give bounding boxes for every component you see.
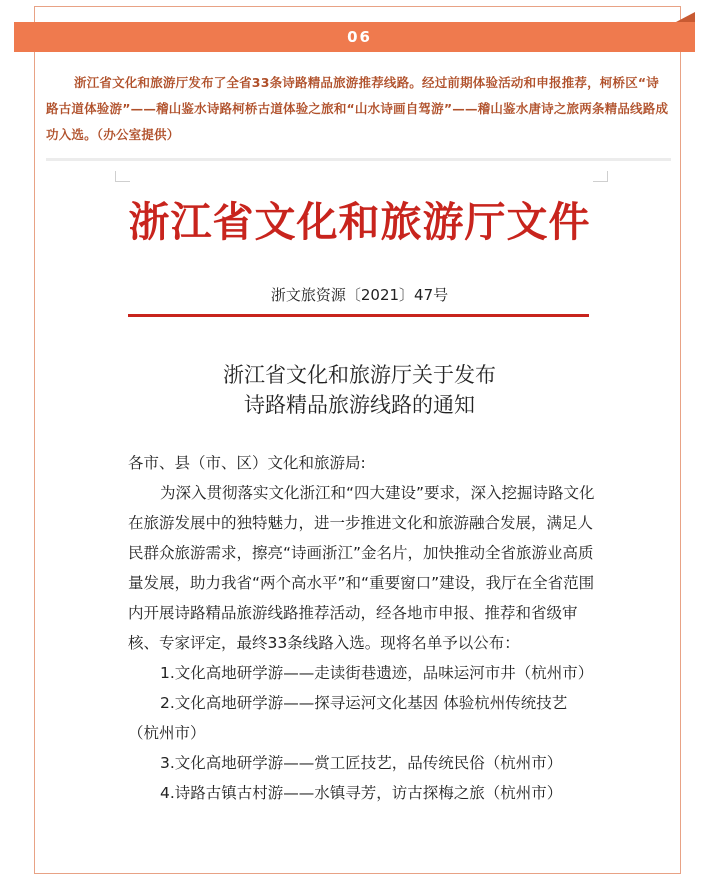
divider [46, 158, 671, 161]
crop-mark-left [115, 171, 130, 182]
title-line-2: 诗路精品旅游线路的通知 [244, 393, 475, 417]
salutation: 各市、县（市、区）文化和旅游局: [128, 454, 366, 472]
body-paragraph: 为深入贯彻落实文化浙江和“四大建设”要求，深入挖掘诗路文化在旅游发展中的独特魅力，进一步推进文化和旅游融合发展，满足人民群众旅游需求，擦亮“诗画浙江”金名片，加快推动全省旅游业高质量发展，助力我省“两个高水平”和“重要窗口”建设，我厅在全省范围内开展诗路精品旅游线路推荐活动，经各地市申报、推荐和省级审核、专家评定，最终33条线路入选。现将名单予以公布： [128, 484, 595, 652]
document-body [128, 448, 598, 808]
intro-text: 浙江省文化和旅游厅发布了全省33条诗路精品旅游推荐线路。经过前期体验活动和申报推荐，柯桥区“诗路古道体验游”——稽山鉴水诗路柯桥古道体验之旅和“山水诗画自驾游”——稽山鉴水唐诗之旅两条精品线路成功入选。（办公室提供） [46, 75, 669, 142]
list-item: 1.文化高地研学游——走读街巷遗迹，品味运河市井（杭州市） [160, 664, 594, 682]
red-rule [128, 314, 589, 317]
list-item: 2.文化高地研学游——探寻运河文化基因 体验杭州传统技艺（杭州市） [128, 694, 568, 742]
section-number: 06 [347, 28, 372, 46]
title-line-1: 浙江省文化和旅游厅关于发布 [223, 363, 496, 387]
banner-fold [676, 12, 695, 22]
document-header: 浙江省文化和旅游厅文件 [128, 198, 591, 246]
document-title [0, 360, 719, 420]
list-item: 3.文化高地研学游——赏工匠技艺，品传统民俗（杭州市） [160, 754, 563, 772]
crop-mark-right [593, 171, 608, 182]
list-item: 4.诗路古镇古村游——水镇寻芳，访古探梅之旅（杭州市） [160, 784, 563, 802]
document-number: 浙文旅资源〔2021〕47号 [270, 286, 449, 304]
